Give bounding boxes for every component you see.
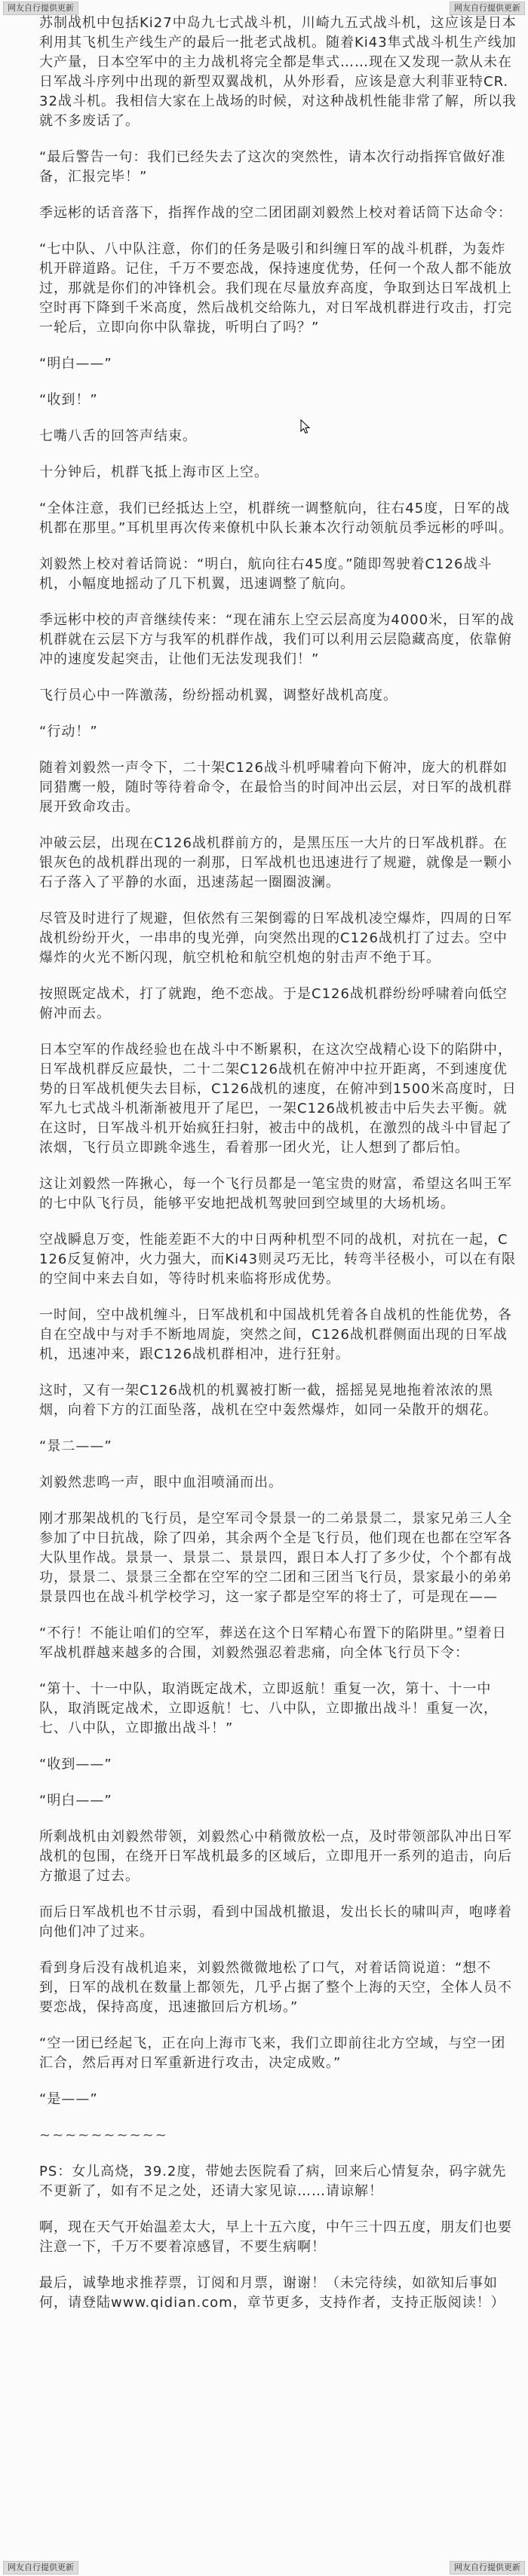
watermark-label-bottom-right: 网友自行提供更新 — [450, 2561, 525, 2574]
paragraph: 这时，又有一架C126战机的机翼被打断一截，摇摇晃晃地拖着浓浓的黑烟，向着下方的江面坠落，战机在空中轰然爆炸，如同一朵散开的烟花。 — [39, 1383, 498, 1418]
paragraph: 十分钟后，机群飞抵上海市区上空。 — [39, 464, 269, 480]
paragraph: 日本空军的作战经验也在战斗中不断累积，在这次空战精心设下的陷阱中，日军战机群反应最快，二十二架C126战机在俯冲中拉开距离，不到速度优势的日军战机便失去目标，C126战机的速度，在俯冲到1500米高度时，日军九七式战斗机渐渐被甩开了尾巴，一架C126战机被击中后失去平衡。就在这时，日军战斗机开始疯狂扫射，被击中的战机，在激烈的战斗中冒起了浓烟，飞行员立即跳伞逃生，看着那一团火光，让人想到了都后怕。 — [39, 1042, 517, 1156]
author-note: 最后，诚挚地求推荐票，订阅和月票，谢谢！（未完待续，如欲知后事如何，请登陆www.qidian.com，章节更多，支持作者，支持正版阅读！） — [39, 2275, 505, 2311]
dialogue-line: “是——” — [39, 2091, 98, 2107]
paragraph: 季远彬中校的声音继续传来：“现在浦东上空云层高度为4000米，日军的战机群就在云层下方与我军的机群作战，我们可以利用云层隐藏高度，依靠俯冲的速度发起突击，让他们无法发现我们！” — [39, 612, 515, 667]
author-note: PS：女儿高烧，39.2度，带她去医院看了病，回来后心情复杂，码字就先不更新了，如有不足之处，还请大家见谅……请谅解！ — [39, 2164, 507, 2199]
dialogue-line: “收到——” — [39, 1757, 112, 1772]
mouse-cursor-icon — [300, 419, 310, 434]
watermark-label-top-left: 网友自行提供更新 — [3, 2, 78, 15]
paragraph: “全体注意，我们已经抵达上空，机群统一调整航向，往右45度，日军的战机都在那里。”耳机里再次传来僚机中队长兼本次行动领航员季远彬的呼叫。 — [39, 501, 514, 536]
paragraph: 而后日军战机也不甘示弱，看到中国战机撤退，发出长长的啸叫声，咆哮着向他们冲了过来。 — [39, 1904, 512, 1940]
paragraph: 按照既定战术，打了就跑，绝不恋战。于是C126战机群纷纷呼啸着向低空俯冲而去。 — [39, 986, 508, 1022]
paragraph: “最后警告一句：我们已经失去了这次的突然性，请本次行动指挥官做好准备，汇报完毕！” — [39, 149, 506, 185]
paragraph: 刘毅然上校对着话筒说：“明白，航向往右45度。”随即驾驶着C126战斗机，小幅度地摇动了几下机翼，迅速调整了航向。 — [39, 556, 493, 592]
paragraph: 尽管及时进行了规避，但依然有三架倒霉的日军战机凌空爆炸，四周的日军战机纷纷开火，一串串的曳光弹，向突然出现的C126战机打了过去。空中爆炸的火光不断闪现，航空机枪和航空机炮的射击声不绝于耳。 — [39, 911, 512, 966]
author-note: 啊，现在天气开始温差太大，早上十五六度，中午三十四五度，朋友们也要注意一下，千万不要着凉感冒，不要生病啊！ — [39, 2219, 512, 2255]
section-divider: ~~~~~~~~~~ — [39, 2127, 168, 2143]
paragraph: 刘毅然悲鸣一声，眼中血泪喷涌而出。 — [39, 1475, 283, 1490]
paragraph: 七嘴八舌的回答声结束。 — [39, 428, 197, 444]
paragraph: 随着刘毅然一声令下，二十架C126战斗机呼啸着向下俯冲，庞大的机群如同猎鹰一般，随时等待着命令，在最恰当的时间冲出云层，对日军的战机群展开致命攻击。 — [39, 760, 512, 815]
paragraph: 所剩战机由刘毅然带领，刘毅然心中稍微放松一点，及时带领部队冲出日军战机的包围，在绕开日军战机最多的区域后，立即甩开一系列的追击，向后方撤退了过去。 — [39, 1829, 512, 1884]
paragraph: “不行！不能让咱们的空军，葬送在这个日军精心布置下的陷阱里。”望着日军战机群越来越多的合围，刘毅然强忍着悲痛，向全体飞行员下令： — [39, 1625, 507, 1661]
dialogue-line: “明白——” — [39, 356, 112, 372]
dialogue-line: “明白——” — [39, 1793, 112, 1809]
paragraph: “第十、十一中队，取消既定战术，立即返航！重复一次，第十、十一中队，取消既定战术，立即返航！七、八中队，立即撤出战斗！重复一次，七、八中队，立即撤出战斗！” — [39, 1681, 498, 1736]
paragraph: 空战瞬息万变，性能差距不大的中日两种机型不同的战机，对抗在一起，C126反复俯冲，火力强大，而Ki43则灵巧无比，转弯半径极小，可以在有限的空间中来去自如，等待时机来临将形成优势。 — [39, 1232, 517, 1287]
dialogue-line: “收到！” — [39, 392, 98, 408]
watermark-label-top-right: 网友自行提供更新 — [450, 2, 525, 15]
paragraph: 刚才那架战机的飞行员，是空军司令景景一的二弟景景二，景家兄弟三人全参加了中日抗战，除了四弟，其余两个全是飞行员，他们现在也都在空军各大队里作战。景景一、景景二、景景四，跟日本人打了多少仗，个个都有战功，景景二、景景三全都在空军的空二团和三团当飞行员，景家最小的弟弟景景四也在战斗机学校学习，这一家子都是空军的将士了，可是现在—— — [39, 1511, 512, 1605]
dialogue-line: “行动！” — [39, 724, 98, 740]
watermark-label-bottom-left: 网友自行提供更新 — [3, 2561, 78, 2574]
paragraph: 一时间，空中战机缠斗，日军战机和中国战机凭着各自战机的性能优势，各自在空战中与对手不断地周旋，突然之间，C126战机群侧面出现的日军战机，迅速冲来，跟C126战机群相冲，进行狂射。 — [39, 1307, 512, 1362]
paragraph: 冲破云层，出现在C126战机群前方的，是黑压压一大片的日军战机群。在银灰色的战机群出现的一刹那，日军战机也迅速进行了规避，就像是一颗小石子落入了平静的水面，迅速荡起一圈圈波澜。 — [39, 835, 512, 890]
paragraph: 苏制战机中包括Ki27中岛九七式战斗机，川崎九五式战斗机，这应该是日本利用其飞机生产线生产的最后一批老式战机。随着Ki43隼式战斗机生产线加大产量，日本空军中的主力战机将完全都是隼式……现在又发现一款从未在日军战斗序列中出现的新型双翼战机，从外形看，应该是意大利菲亚特CR.32战斗机。我相信大家在上战场的时候，对这种战机性能非常了解，所以我就不多废话了。 — [39, 15, 517, 129]
paragraph: “空一团已经起飞，正在向上海市飞来，我们立即前往北方空域，与空一团汇合，然后再对日军重新进行攻击，决定成败。” — [39, 2035, 506, 2071]
paragraph: 飞行员心中一阵激荡，纷纷摇动机翼，调整好战机高度。 — [39, 688, 398, 703]
dialogue-line: “景二——” — [39, 1438, 112, 1454]
paragraph: 看到身后没有战机追来，刘毅然微微地松了口气，对着话筒说道：“想不到，日军的战机在数量上都领先，几乎占据了整个上海的天空，全体人员不要恋战，保持高度，迅速撤回后方机场。” — [39, 1960, 512, 2015]
paragraph: “七中队、八中队注意，你们的任务是吸引和纠缠日军的战斗机群，为轰炸机开辟道路。记住，千万不要恋战，保持速度优势，任何一个敌人都不能放过，那就是你们的冲锋机会。我们现在尽量放弃高度，争取到达日军战机上空时再下降到千米高度，然后战机交给陈九，对日军战机群进行攻击，打完一轮后，立即向你中队靠拢，听明白了吗？” — [39, 241, 512, 335]
paragraph: 这让刘毅然一阵揪心，每一个飞行员都是一笔宝贵的财富，希望这名叫王军的七中队飞行员，能够平安地把战机驾驶回到空域里的大场机场。 — [39, 1176, 512, 1211]
paragraph: 季远彬的话音落下，指挥作战的空二团团副刘毅然上校对着话筒下达命令： — [39, 205, 512, 221]
